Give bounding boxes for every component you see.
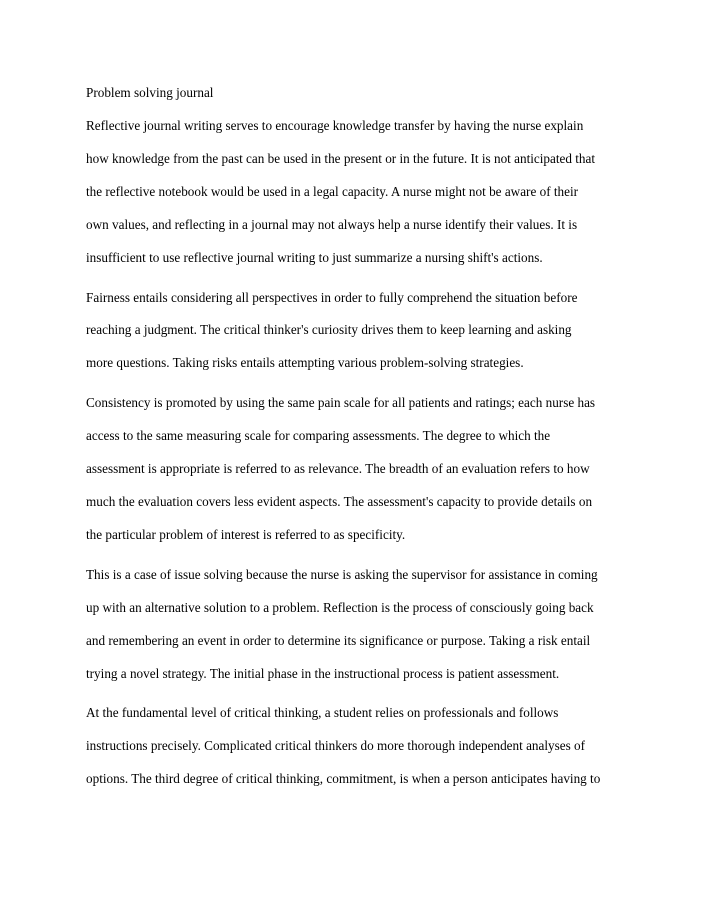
text-line: more questions. Taking risks entails attempting various problem-solving strategies. (86, 355, 524, 371)
text-line: reaching a judgment. The critical thinker's curiosity drives them to keep learning and asking (86, 322, 572, 338)
document-title: Problem solving journal (86, 85, 214, 100)
text-line: Consistency is promoted by using the same pain scale for all patients and ratings; each nurse has (86, 395, 596, 411)
text-line: instructions precisely. Complicated critical thinkers do more thorough independent analyses of (86, 738, 586, 754)
text-line: Fairness entails considering all perspectives in order to fully comprehend the situation before (86, 289, 578, 305)
text-line: assessment is appropriate is referred to as relevance. The breadth of an evaluation refers to how (86, 461, 590, 477)
paragraph-3 (86, 387, 638, 552)
paragraph-2 (86, 282, 638, 381)
text-line: and remembering an event in order to determine its significance or purpose. Taking a risk entail (86, 632, 591, 648)
document-body (86, 80, 638, 803)
text-line: access to the same measuring scale for comparing assessments. The degree to which the (86, 428, 551, 444)
text-line: Reflective journal writing serves to encourage knowledge transfer by having the nurse explain (86, 118, 584, 133)
text-line: own values, and reflecting in a journal may not always help a nurse identify their values. It is (86, 216, 578, 232)
paragraph-5 (86, 697, 638, 796)
paragraph-4 (86, 559, 638, 691)
text-line: the reflective notebook would be used in a legal capacity. A nurse might not be aware of their (86, 183, 579, 199)
text-line: how knowledge from the past can be used in the present or in the future. It is not anticipated that (86, 150, 596, 166)
text-line: insufficient to use reflective journal writing to just summarize a nursing shift's actions. (86, 249, 543, 265)
text-line: much the evaluation covers less evident aspects. The assessment's capacity to provide details on (86, 493, 593, 509)
text-line: up with an alternative solution to a problem. Reflection is the process of consciously going back (86, 599, 594, 615)
text-line: trying a novel strategy. The initial phase in the instructional process is patient assessment. (86, 665, 560, 681)
text-line: At the fundamental level of critical thinking, a student relies on professionals and follows (86, 705, 559, 721)
text-line: options. The third degree of critical thinking, commitment, is when a person anticipates having to (86, 771, 601, 787)
text-line: This is a case of issue solving because the nurse is asking the supervisor for assistance in coming (86, 566, 598, 582)
paragraph-1 (86, 110, 638, 275)
text-line: the particular problem of interest is referred to as specificity. (86, 526, 406, 542)
